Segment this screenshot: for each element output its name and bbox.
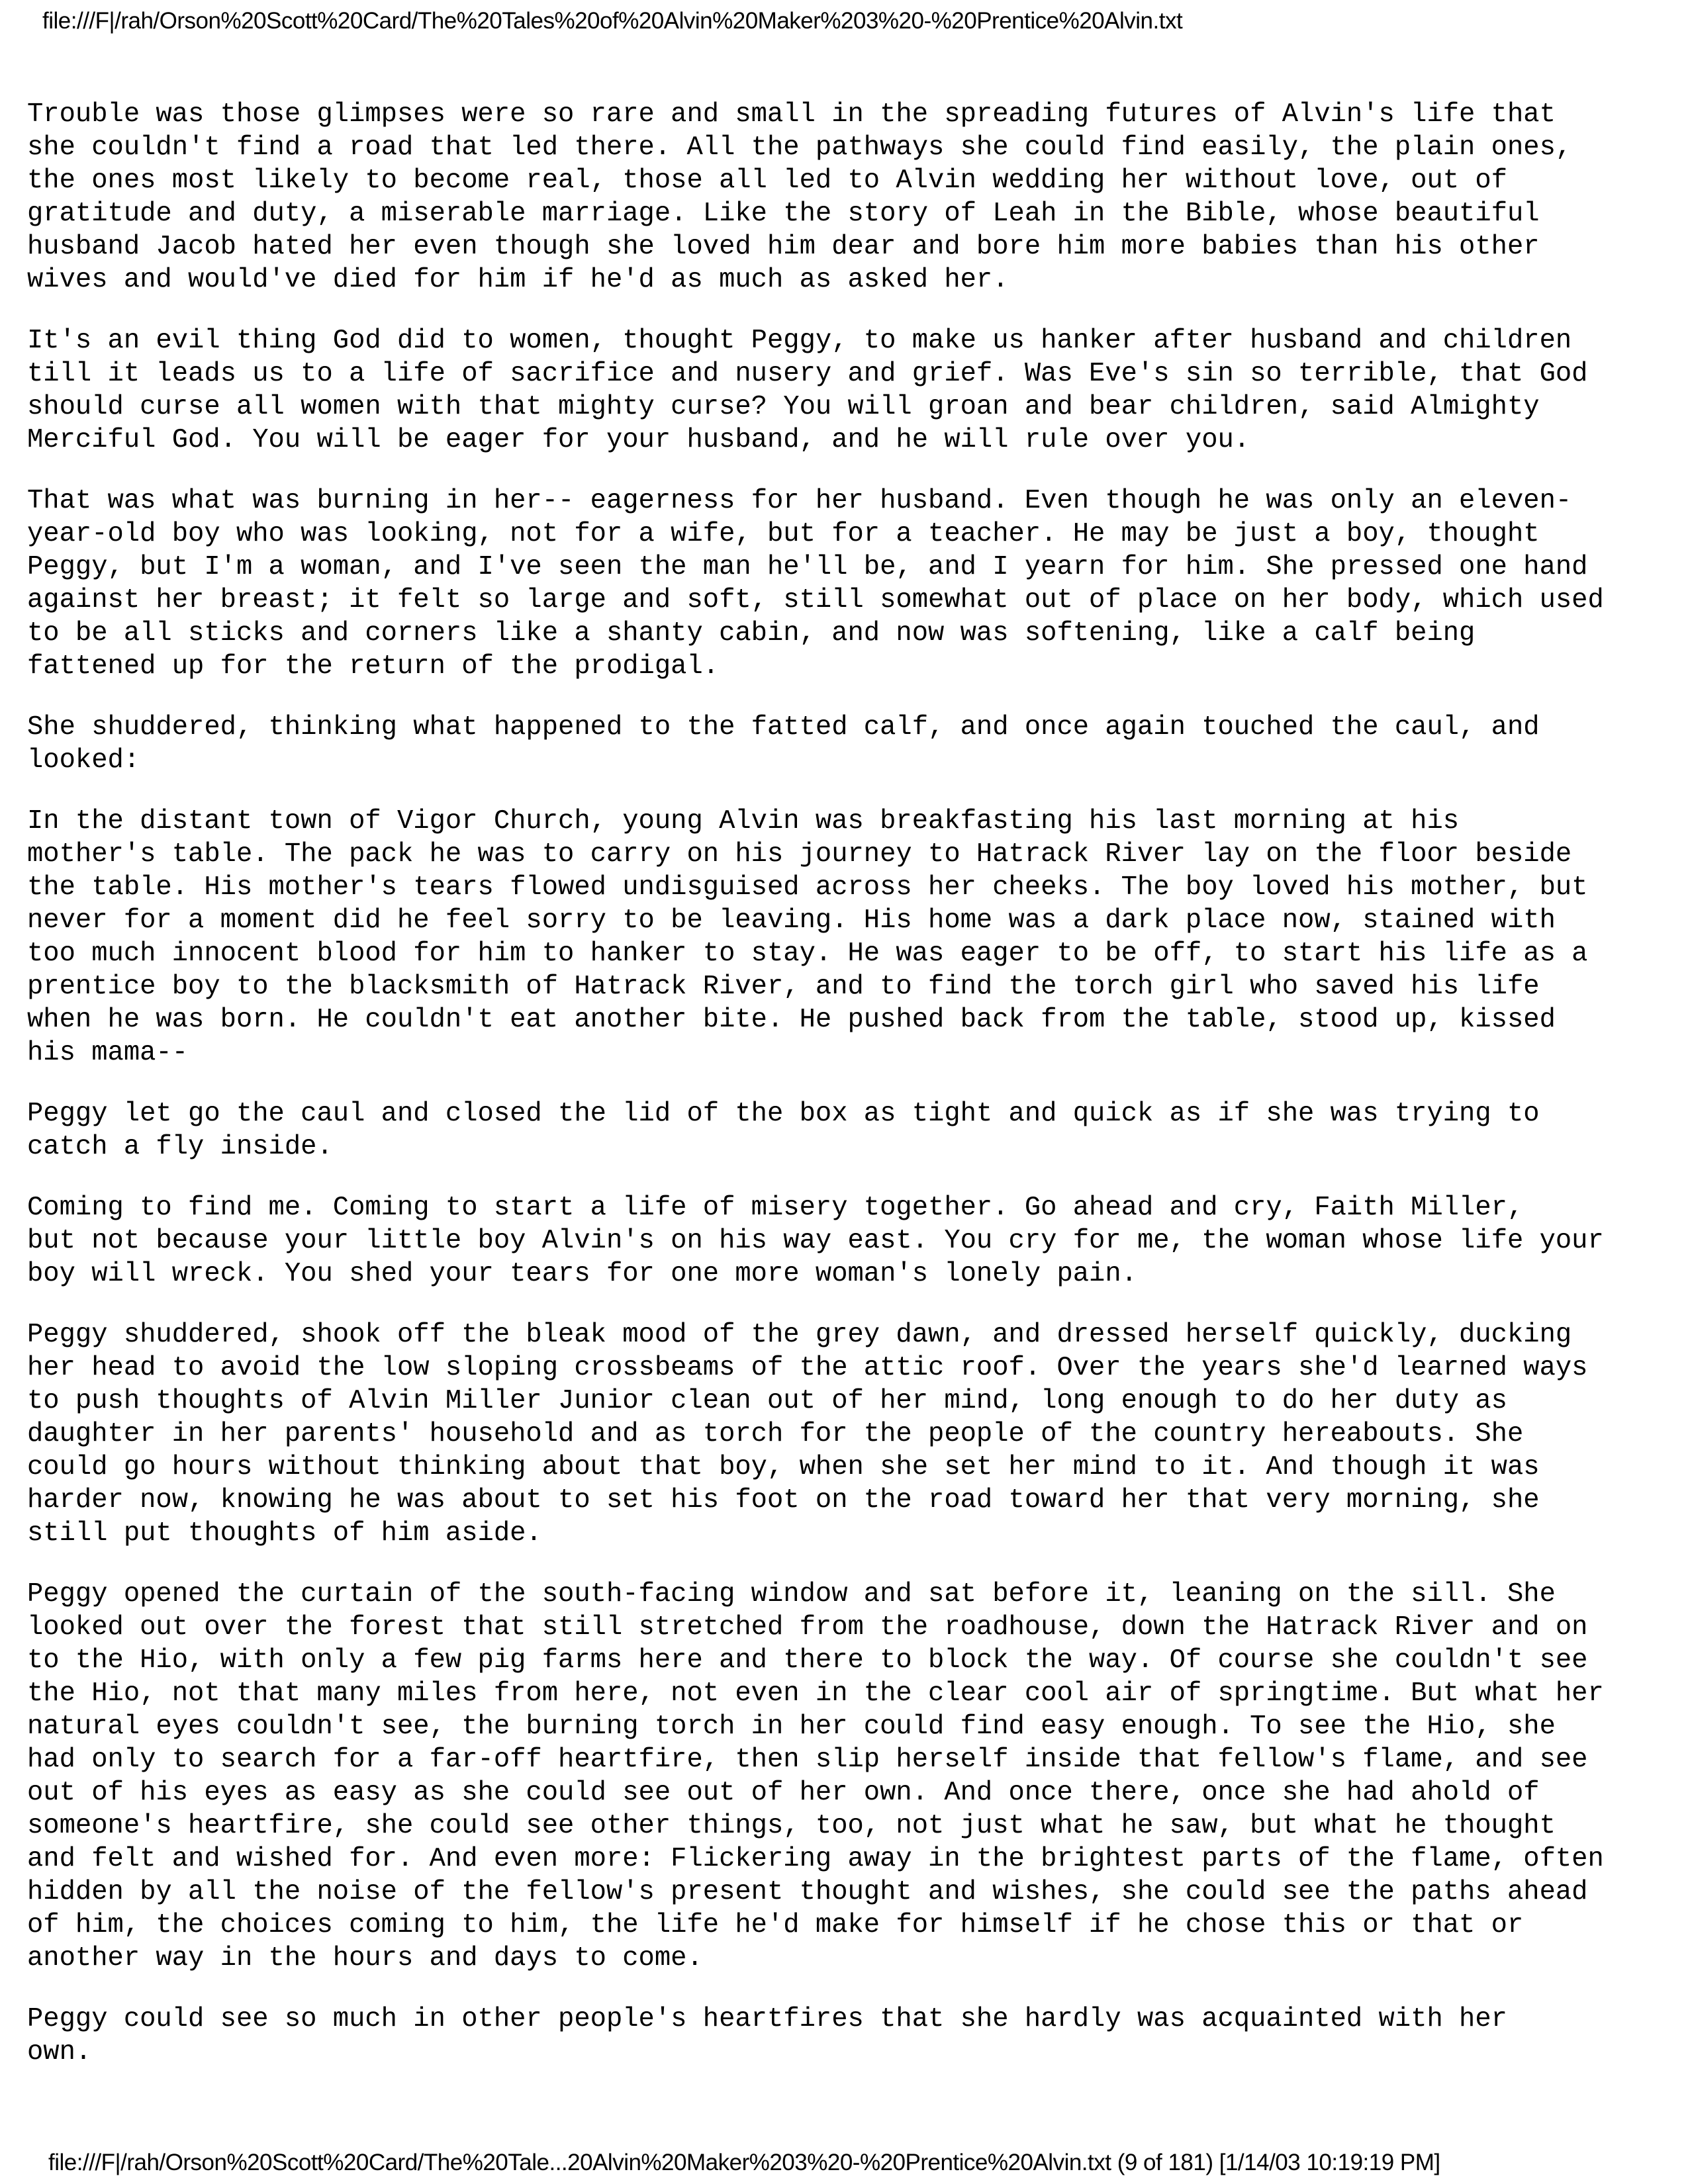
paragraph: Trouble was those glimpses were so rare and small in the spreading futures of Alvin's life that she couldn't find a road that led there. All the pathways she could find easily, the plain ones, the ones most likely to become real, those all led to Alvin wedding her without love, out of gratitude and duty, a miserable marriage. Like the story of Leah in the Bible, whose beautiful husband Jacob hated her even though she loved him dear and bore him more babies than his other wives and would've died for him if he'd as much as asked her. (27, 99, 1572, 295)
paragraph: Peggy could see so much in other people's heartfires that she hardly was acquainted with her own. (27, 2004, 1507, 2068)
paragraph: Coming to find me. Coming to start a life of misery together. Go ahead and cry, Faith Miller, but not because your little boy Alvin's on his way east. You cry for me, the woman whose life your boy will wreck. You shed your tears for one more woman's lonely pain. (27, 1193, 1604, 1289)
paragraph: Peggy shuddered, shook off the bleak mood of the grey dawn, and dressed herself quickly, ducking her head to avoid the low sloping crossbeams of the attic roof. Over the years she'd learned ways to push thoughts of Alvin Miller Junior clean out of her mind, long enough to do her duty as daughter in her parents' household and as torch for the people of the country hereabouts. She could go hours without thinking about that boy, when she set her mind to it. And though it was harder now, knowing he was about to set his foot on the road toward her that very morning, she still put thoughts of him aside. (27, 1320, 1588, 1549)
paragraph: Peggy opened the curtain of the south-facing window and sat before it, leaning on the sill. She looked out over the forest that still stretched from the roadhouse, down the Hatrack River and on to the Hio, with only a few pig farms here and there to block the way. Of course she couldn't see the Hio, not that many miles from here, not even in the clear cool air of springtime. But what her natural eyes couldn't see, the burning torch in her could find easy enough. To see the Hio, she had only to search for a far-off heartfire, then slip herself inside that fellow's flame, and see out of his eyes as easy as she could see out of her own. And once there, once she had ahold of someone's heartfire, she could see other things, too, not just what he saw, but what he thought and felt and wished for. And even more: Flickering away in the brightest parts of the flame, often hidden by all the noise of the fellow's present thought and wishes, she could see the paths ahead of him, the choices coming to him, the life he'd make for himself if he chose this or that or another way in the hours and days to come. (27, 1579, 1604, 1974)
document-body (27, 98, 1662, 2097)
paragraph: Peggy let go the caul and closed the lid of the box as tight and quick as if she was trying to catch a fly inside. (27, 1099, 1540, 1162)
paragraph: She shuddered, thinking what happened to the fatted calf, and once again touched the caul, and looked: (27, 712, 1540, 776)
paragraph: It's an evil thing God did to women, thought Peggy, to make us hanker after husband and children till it leads us to a life of sacrifice and nusery and grief. Was Eve's sin so terrible, that God should curse all women with that mighty curse? You will groan and bear children, said Almighty Merciful God. You will be eager for your husband, and he will rule over you. (27, 326, 1588, 455)
page-header-url: file:///F|/rah/Orson%20Scott%20Card/The%20Tales%20of%20Alvin%20Maker%203%20-%20Prentice%20Alvin.txt (42, 8, 1183, 34)
paragraph: That was what was burning in her-- eagerness for her husband. Even though he was only an eleven- year-old boy who was looking, not for a wife, but for a teacher. He may be just a boy, thought Peggy, but I'm a woman, and I've seen the man he'll be, and I yearn for him. She pressed one hand against her breast; it felt so large and soft, still somewhat out of place on her body, which used to be all sticks and corners like a shanty cabin, and now was softening, like a calf being fattened up for the return of the prodigal. (27, 486, 1604, 682)
paragraph: In the distant town of Vigor Church, young Alvin was breakfasting his last morning at his mother's table. The pack he was to carry on his journey to Hatrack River lay on the floor beside the table. His mother's tears flowed undisguised across her cheeks. The boy loved his mother, but never for a moment did he feel sorry to be leaving. His home was a dark place now, stained with too much innocent blood for him to hanker to stay. He was eager to be off, to start his life as a prentice boy to the blacksmith of Hatrack River, and to find the torch girl who saved his life when he was born. He couldn't eat another bite. He pushed back from the table, stood up, kissed his mama-- (27, 806, 1588, 1068)
page-footer: file:///F|/rah/Orson%20Scott%20Card/The%20Tale...20Alvin%20Maker%203%20-%20Prentice%20Alvin.txt (9 of 181) [1/14/03 10:19:19 PM] (48, 2150, 1440, 2175)
